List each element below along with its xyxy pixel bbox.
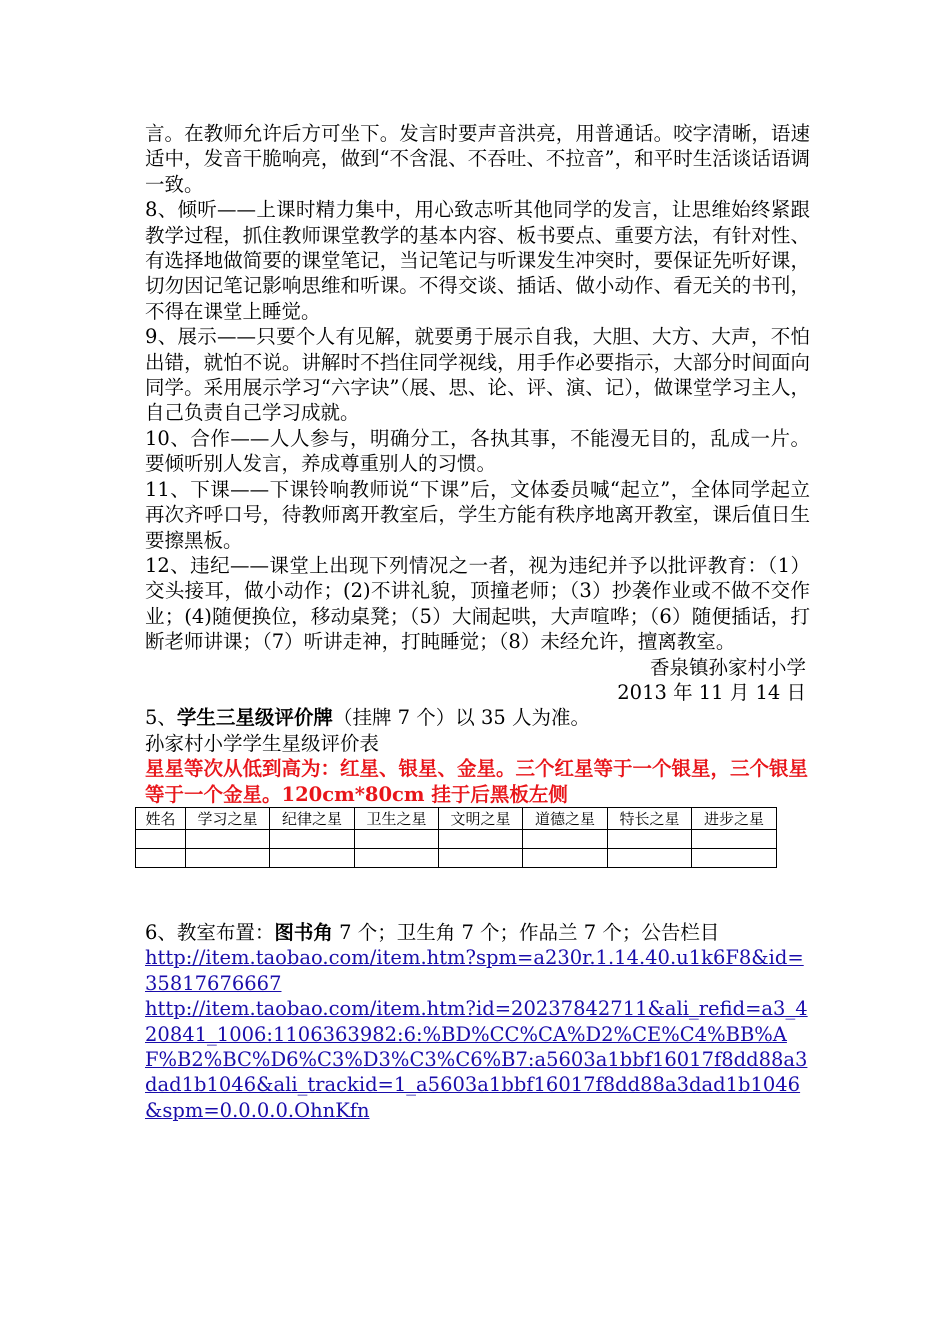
signature-date: 2013 年 11 月 14 日: [617, 680, 806, 704]
table-cell: [523, 848, 608, 867]
section6-heading: [145, 920, 810, 945]
star-rule-note: 星星等次从低到高为：红星、银星、金星。三个红星等于一个银星，三个银星等于一个金星。120cm*80cm 挂于后黑板左侧: [145, 757, 809, 806]
header-cell: 卫生之星: [355, 807, 439, 829]
table-header-row: [136, 807, 777, 829]
header-cell: 纪律之星: [270, 807, 355, 829]
header-cell: 特长之星: [608, 807, 692, 829]
table-cell: [692, 848, 777, 867]
section5-detail: （挂牌 7 个）以 35 人为准。: [332, 706, 590, 730]
taobao-link-1[interactable]: http://item.taobao.com/item.htm?spm=a230r.1.14.40.u1k6F8&id=35817676667: [145, 946, 804, 995]
table-cell: [355, 829, 439, 848]
paragraph-presenting: 9、展示——只要个人有见解，就要勇于展示自我，大胆、大方、大声，不怕出错，就怕不说。讲解时不挡住同学视线，用手作必要指示，大部分时间面向同学。采用展示学习“六字诀”（展、思、论、评、演、记），做课堂学习主人，自己负责自己学习成就。: [145, 325, 810, 425]
header-cell: 姓名: [136, 807, 186, 829]
header-cell: 文明之星: [439, 807, 523, 829]
table-cell: [523, 829, 608, 848]
table-cell: [136, 829, 186, 848]
table-title: 孙家村小学学生星级评价表: [145, 731, 380, 755]
header-cell: 学习之星: [186, 807, 270, 829]
table-cell: [136, 848, 186, 867]
table-cell: [439, 829, 523, 848]
paragraph-dismissal: 11、下课——下课铃响教师说“下课”后，文体委员喊“起立”，全体同学起立再次齐呼口号，待教师离开教室后，学生方能有秩序地离开教室，课后值日生要擦黑板。: [145, 477, 810, 552]
section6-prefix: 6、教室布置：: [145, 920, 275, 944]
paragraph-cooperation: 10、合作——人人参与，明确分工，各执其事，不能漫无目的，乱成一片。要倾听别人发言，养成尊重别人的习惯。: [145, 426, 810, 476]
table-row: [136, 848, 777, 867]
paragraph-discipline: 12、违纪——课堂上出现下列情况之一者，视为违纪并予以批评教育：（1）交头接耳，做小动作；(2)不讲礼貌，顶撞老师；（3）抄袭作业或不做不交作业；(4)随便换位，移动桌凳；（5）大闹起哄，大声喧哗；（6）随便插话，打断老师讲课；（7）听讲走神，打盹睡觉；（8）未经允许，擅离教室。: [145, 553, 810, 654]
section5-number: 5、: [145, 706, 177, 730]
section5-title: 学生三星级评价牌: [176, 706, 333, 730]
table-cell: [186, 829, 270, 848]
table-cell: [186, 848, 270, 867]
table-cell: [270, 848, 355, 867]
section6-book-corner: 图书角: [274, 920, 333, 944]
table-cell: [692, 829, 777, 848]
star-evaluation-table: [135, 807, 777, 868]
paragraph-speaking-rules: 言。在教师允许后方可坐下。发言时要声音洪亮，用普通话。咬字清晰，语速适中，发音干脆响亮，做到“不含混、不吞吐、不拉音”，和平时生活谈话语调一致。: [145, 122, 810, 196]
signature-school: 香泉镇孙家村小学: [649, 655, 806, 679]
spacer: [145, 868, 810, 920]
header-cell: 进步之星: [692, 807, 777, 829]
table-cell: [439, 848, 523, 867]
paragraph-listening: 8、倾听——上课时精力集中，用心致志听其他同学的发言，让思维始终紧跟教学过程，抓住教师课堂教学的基本内容、板书要点、重要方法，有针对性、有选择地做简要的课堂笔记，当记笔记与听课发生冲突时，要保证先听好课，切勿因记笔记影响思维和听课。不得交谈、插话、做小动作、看无关的书刊，不得在课堂上睡觉。: [145, 198, 810, 323]
header-cell: 道德之星: [523, 807, 608, 829]
table-cell: [270, 829, 355, 848]
table-row: [136, 829, 777, 848]
taobao-link-2[interactable]: http://item.taobao.com/item.htm?id=20237842711&ali_refid=a3_420841_1006:1106363982:6:%BD%CC%CA%D2%CE%C4%BB%AF%B2%BC%D6%C3%D3%C3%C6%B7:a5603a1bbf16017f8dd88a3dad1b1046&ali_trackid=1_a5603a1bbf16017f8dd88a3dad1b1046&spm=0.0.0.0.OhnKfn: [145, 997, 808, 1122]
table-cell: [355, 848, 439, 867]
document-page: [145, 121, 810, 1123]
table-cell: [608, 848, 692, 867]
section6-detail: 7 个；卫生角 7 个；作品兰 7 个；公告栏目: [332, 920, 720, 944]
table-cell: [608, 829, 692, 848]
section5-heading: [145, 705, 810, 730]
